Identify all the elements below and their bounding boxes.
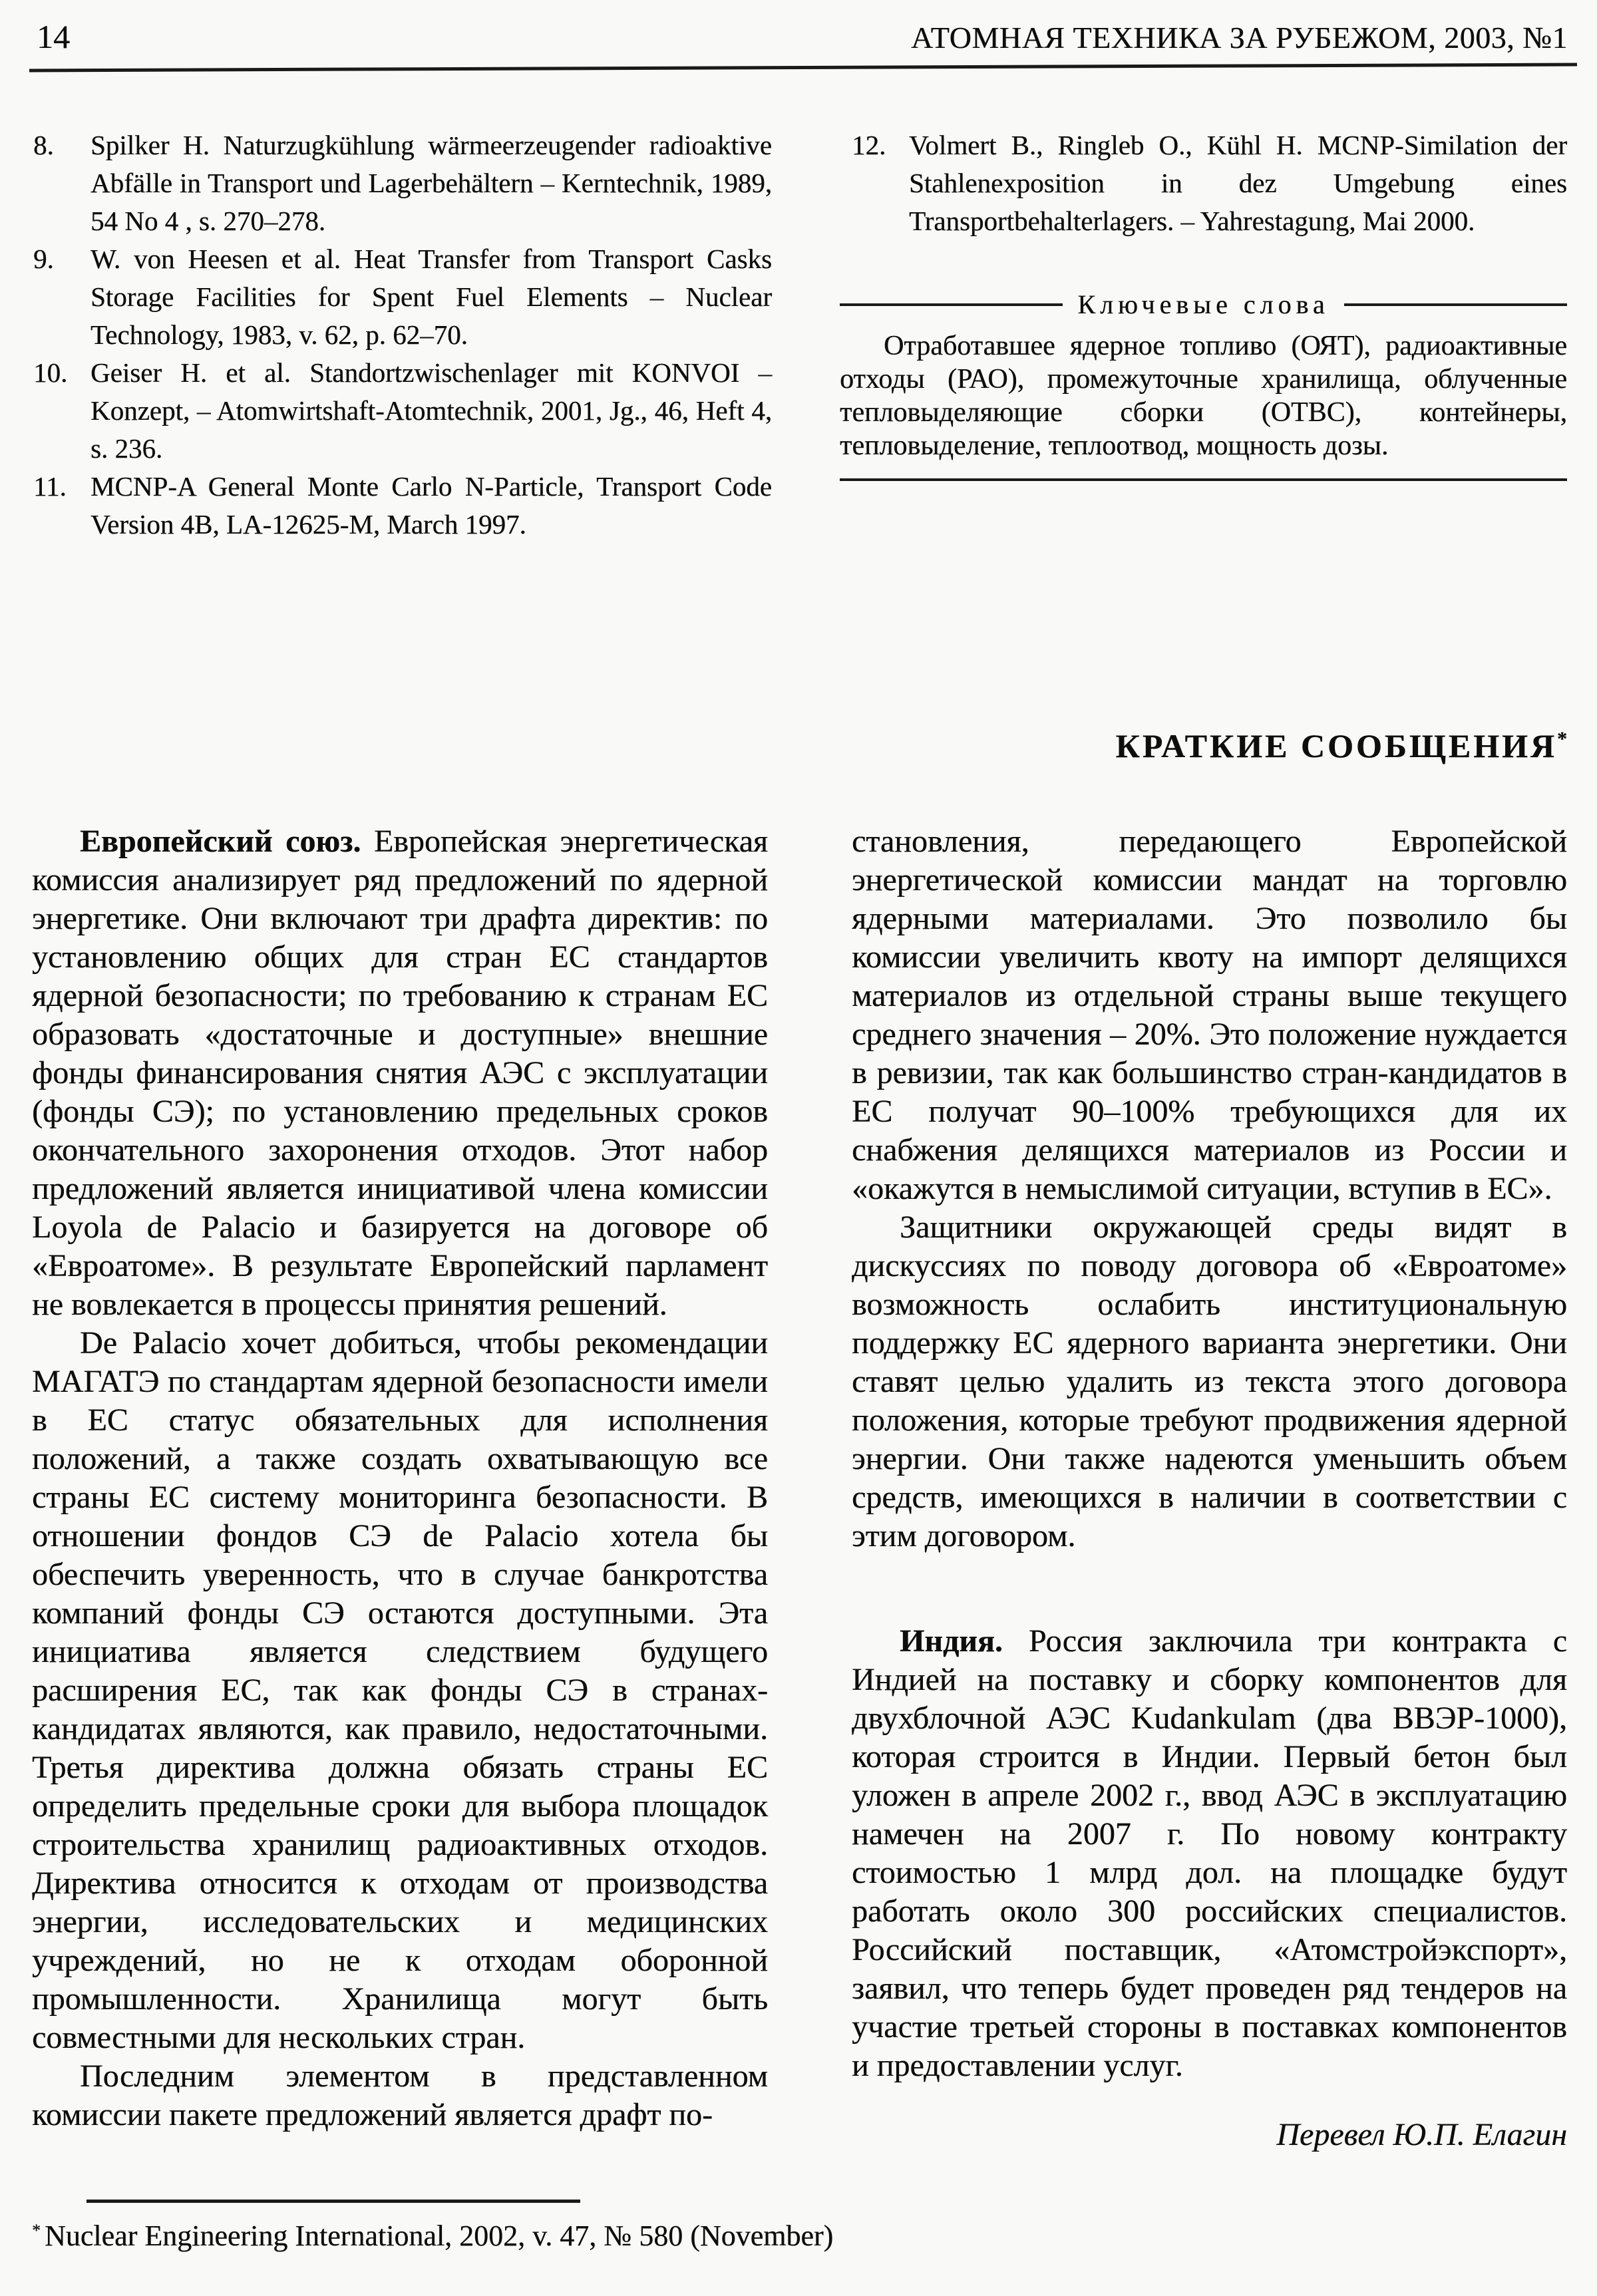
paragraph-text: Последним элементом в представленном комиссии пакете предложений является драфт по- <box>32 2058 768 2132</box>
keywords-rule-left <box>840 303 1063 306</box>
reference-number: 9. <box>33 244 54 274</box>
paragraph <box>32 1324 768 2057</box>
journal-title: АТОМНАЯ ТЕХНИКА ЗА РУБЕЖОМ, 2003, №1 <box>910 21 1568 55</box>
page-number: 14 <box>37 18 70 55</box>
reference-text: MCNP-A General Monte Carlo N-Particle, Transport Code Version 4B, LA-12625-M, March 1997. <box>90 471 772 540</box>
reference-text: W. von Heesen et al. Heat Transfer from Transport Casks Storage Facilities for Spent Fuel Elements – Nuclear Technology, 1983, v. 62, p. 62–70. <box>90 244 772 350</box>
footnote-text: Nuclear Engineering International, 2002, v. 47, № 580 (November) <box>45 2219 834 2252</box>
paragraph-continuation <box>852 822 1567 1208</box>
reference-number: 8. <box>33 130 54 160</box>
header-rule <box>29 63 1577 73</box>
keywords-header <box>840 289 1567 320</box>
keywords-bottom-rule <box>840 478 1567 481</box>
article-column-left <box>32 822 768 2134</box>
reference-number: 12. <box>852 130 886 160</box>
reference-item <box>32 240 772 354</box>
reference-number: 11. <box>33 471 67 502</box>
reference-text: Geiser H. et al. Standortzwischenlager mit KONVOI – Konzept, – Atomwirtshaft-Atomtechnik, 2001, Jg., 46, Heft 4, s. 236. <box>90 357 772 464</box>
section-title <box>850 727 1567 765</box>
paragraph <box>852 1208 1567 1556</box>
section-title-text: КРАТКИЕ СООБЩЕНИЯ <box>1115 727 1557 764</box>
keywords-text: Отработавшее ядерное топливо (ОЯТ), радиоактивные отходы (РАО), промежуточные хранилища, облученные тепловыделяющие сборки (ОТВС), контейнеры, тепловыделение, теплоотвод, мощность дозы. <box>840 331 1567 461</box>
paragraph-eu <box>32 822 768 1324</box>
translator-signature: Перевел Ю.П. Елагин <box>1276 2117 1567 2152</box>
reference-text: Volmert B., Ringleb O., Kühl H. MCNP-Similation der Stahlenexposition in dez Umgebung eines Transportbehalterlagers. – Yahrestagung, Mai 2000. <box>909 130 1567 236</box>
keywords-title: Ключевые слова <box>1077 289 1330 319</box>
paragraph-text: De Palacio хочет добиться, чтобы рекомендации МАГАТЭ по стандартам ядерной безопасности имели в ЕС статус обязательных для исполнения положений, а также создать охватывающую все страны ЕС систему мониторинга безопасности. В отношении фондов СЭ de Palacio хотела бы обеспечить уверенность, что в случае банкротства компаний фонды СЭ остаются доступными. Эта инициатива является следствием будущего расширения ЕС, так как фонды СЭ в странах-кандидатах являются, как правило, недостаточными. Третья директива должна обязать страны ЕС определить предельные сроки для выбора площадок строительства хранилищ радиоактивных отходов. Директива относится к отходам от производства энергии, исследовательских и медицинских учреждений, но не к отходам оборонной промышленности. Хранилища могут быть совместными для нескольких стран. <box>32 1325 768 2055</box>
reference-item <box>32 354 772 468</box>
paragraph-lead: Европейский союз. <box>80 824 361 859</box>
paragraph-lead: Индия. <box>900 1623 1003 1659</box>
section-footnote-mark: * <box>1557 728 1567 750</box>
reference-item <box>32 126 772 240</box>
paragraph <box>32 2057 768 2134</box>
footnote-rule <box>87 2200 580 2203</box>
footnote-text-row <box>32 2219 977 2253</box>
footnote-mark: * <box>32 2221 41 2240</box>
footnote-block <box>32 2200 977 2253</box>
reference-item <box>850 126 1567 240</box>
paragraph-text: Европейская энергетическая комиссия анализирует ряд предложений по ядерной энергетике. Они включают три драфта директив: по установлению общих для стран ЕС стандартов ядерной безопасности; по требованию к странам ЕС образовать «достаточные и доступные» внешние фонды финансирования снятия АЭС с эксплуатации (фонды СЭ); по установлению предельных сроков окончательного захоронения отходов. Этот набор предложений является инициативой члена комиссии Loyola de Palacio и базируется на договоре об «Евроатоме». В результате Европейский парламент не вовлекается в процессы принятия решений. <box>32 824 769 1322</box>
reference-number: 10. <box>33 357 68 388</box>
reference-list-left <box>32 126 772 544</box>
paragraph-text: Россия заключила три контракта с Индией на поставку и сборку компонентов для двухблочной АЭС Kudankulam (два ВВЭР-1000), которая строится в Индии. Первый бетон был уложен в апреле 2002 г., ввод АЭС в эксплуатацию намечен на 2007 г. По новому контракту стоимостью 1 млрд дол. на площадке будут работать около 300 российских специалистов. Российский поставщик, «Атомстройэкспорт», заявил, что теперь будет проведен ряд тендеров на участие третьей стороны в поставках компонентов и предоставлении услуг. <box>852 1623 1567 2083</box>
reference-text: Spilker H. Naturzugkühlung wärmeerzeugender radioaktive Abfälle in Transport und Lagerbehältern – Kerntechnik, 1989, 54 No 4 , s. 270–278. <box>90 130 772 236</box>
paragraph-text: становления, передающего Европейской энергетической комиссии мандат на торговлю ядерными материалами. Это позволило бы комиссии увеличить квоту на импорт делящихся материалов из отдельной страны выше текущего среднего значения – 20%. Это положение нуждается в ревизии, так как большинство стран-кандидатов в ЕС получат 90–100% требующихся для их снабжения делящихся материалов из России и «окажутся в немыслимой ситуации, вступив в ЕС». <box>852 824 1567 1206</box>
article-column-right <box>852 822 1567 2154</box>
reference-list-right <box>850 126 1567 240</box>
keywords-block <box>840 289 1567 481</box>
paragraph-text: Защитники окружающей среды видят в дискуссиях по поводу договора об «Евроатоме» возможность ослабить институциональную поддержку ЕС ядерного варианта энергетики. Они ставят целью удалить из текста этого договора положения, которые требуют продвижения ядерной энергии. Они также надеются уменьшить объем средств, имеющихся в наличии в соответствии с этим договором. <box>852 1210 1567 1554</box>
paragraph-india <box>852 1622 1567 2085</box>
reference-item <box>32 468 772 544</box>
keywords-rule-right <box>1344 303 1567 306</box>
